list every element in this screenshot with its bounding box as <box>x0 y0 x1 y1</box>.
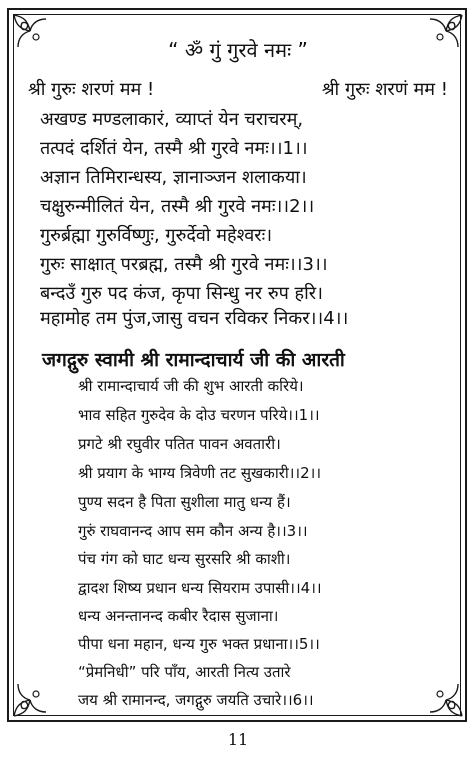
aarti-heading: जगद्गुरु स्वामी श्री रामान्दाचार्य जी की आरती <box>42 349 345 371</box>
corner-ornament-icon <box>10 680 50 720</box>
stotra-line: महामोह तम पुंज,जासु वचन रविकर निकर।।4।। <box>40 308 349 329</box>
aarti-line: गुरुं राघवानन्द आप सम कौन अन्य है।।3।। <box>78 522 308 540</box>
stotra-line: अखण्ड मण्डलाकारं, व्याप्तं येन चराचरम्, <box>40 109 304 130</box>
aarti-line: पीपा धना महान, धन्य गुरु भक्त प्रधाना।।5।। <box>78 635 320 653</box>
aarti-line: श्री प्रयाग के भाग्य त्रिवेणी तट सुखकारी।।2।। <box>78 464 322 482</box>
aarti-line: जय श्री रामानन्द, जगद्गुरु जयति उचारे।।6।। <box>78 691 314 709</box>
aarti-line: प्रगटे श्री रघुवीर पतित पावन अवतारी। <box>78 435 281 453</box>
corner-ornament-icon <box>426 680 466 720</box>
aarti-line: धन्य अनन्तानन्द कबीर रैदास सुजाना। <box>78 607 279 625</box>
aarti-line: पंच गंग को घाट धन्य सुरसरि श्री काशी। <box>78 550 291 568</box>
aarti-line: पुण्य सदन है पिता सुशीला मातु धन्य हैं। <box>78 493 291 511</box>
stotra-line: तत्पदं दर्शितं येन, तस्मै श्री गुरवे नमः।।1।। <box>40 138 308 159</box>
stotra-line: चक्षुरुन्मीलितं येन, तस्मै श्री गुरवे नमः।।2।। <box>40 196 315 217</box>
aarti-line: द्वादश शिष्य प्रधान धन्य सियराम उपासी।।4।। <box>78 579 322 597</box>
stotra-line: गुरुर्ब्रह्मा गुरुर्विष्णुः, गुरुर्देवो महेश्वरः। <box>40 225 273 246</box>
stotra-line: बन्दउँ गुरु पद कंज, कृपा सिन्धु नर रुप हरि। <box>40 283 323 304</box>
page-number: 11 <box>227 730 249 749</box>
sharan-line <box>28 78 448 102</box>
sharan-left: श्री गुरुः शरणं मम ! <box>28 79 155 100</box>
stotra-line: अज्ञान तिमिरान्धस्य, ज्ञानाञ्जन शलाकया। <box>40 167 307 188</box>
invocation-title: “ ॐ गुं गुरवे नमः ” <box>168 38 308 62</box>
sharan-right: श्री गुरुः शरणं मम ! <box>321 79 448 100</box>
aarti-line: भाव सहित गुरुदेव के दोउ चरणन परिये।।1।। <box>78 406 320 424</box>
stotra-line: गुरुः साक्षात् परब्रह्म, तस्मै श्री गुरवे नमः।।3।। <box>40 254 328 275</box>
aarti-line: “प्रेमनिधी” परि पाँय, आरती नित्य उतारे <box>78 663 291 681</box>
aarti-line: श्री रामान्दाचार्य जी की शुभ आरती करिये। <box>78 377 304 395</box>
